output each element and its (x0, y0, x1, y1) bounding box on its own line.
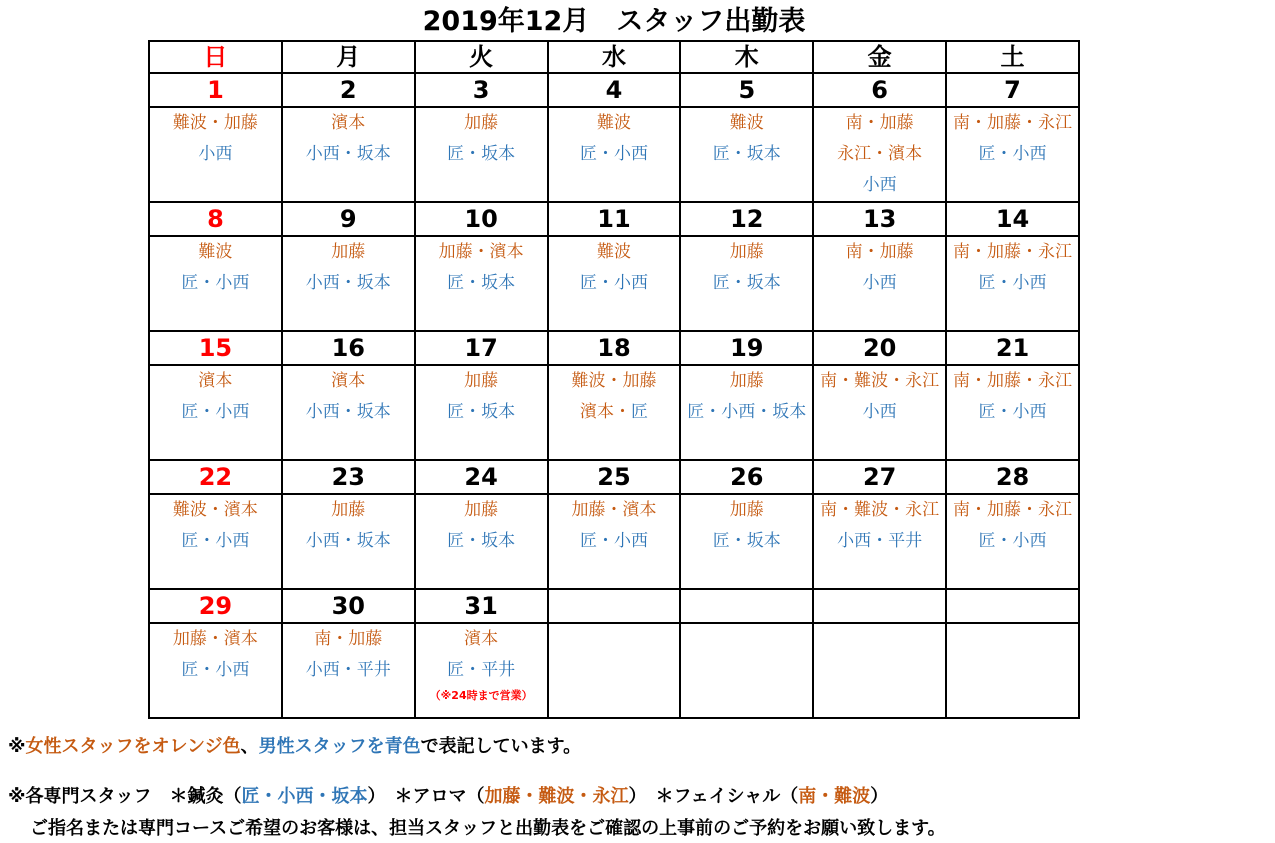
date-cell: 30 (282, 589, 415, 623)
staff-row (149, 623, 1079, 718)
male-staff: 小西・坂本 (305, 531, 391, 551)
date-cell: 13 (813, 202, 946, 236)
female-staff: 加藤 (464, 113, 499, 133)
staff-cell (680, 365, 813, 460)
male-staff: 匠・小西 (181, 531, 250, 551)
female-staff: 難波 (729, 113, 764, 133)
female-staff: 難波・加藤 (172, 113, 258, 133)
staff-cell (282, 494, 415, 589)
staff-cell (415, 494, 548, 589)
staff-cell (149, 107, 282, 202)
male-staff: 匠・小西 (579, 144, 648, 164)
date-row (149, 73, 1079, 107)
male-staff: 匠・坂本 (447, 402, 516, 422)
business-hours-note: （※24時まで営業） (429, 689, 533, 702)
legend-segment: で表記しています。 (420, 736, 582, 757)
staff-cell (548, 365, 681, 460)
date-cell: 26 (680, 460, 813, 494)
date-cell: 28 (946, 460, 1079, 494)
specialists-segment: 匠・小西・坂本 (241, 786, 368, 807)
weekday-header-5: 金 (813, 41, 946, 73)
date-cell (946, 589, 1079, 623)
female-staff: 加藤・濱本 (571, 500, 657, 520)
female-staff: 加藤 (729, 242, 764, 262)
female-staff: 難波・加藤 (571, 371, 657, 391)
date-cell: 18 (548, 331, 681, 365)
staff-cell (946, 494, 1079, 589)
male-staff: 匠・坂本 (712, 144, 781, 164)
female-staff: 難波 (596, 113, 631, 133)
specialists-segment: ※各専門スタッフ ＊鍼灸（ (8, 786, 242, 807)
staff-cell (813, 494, 946, 589)
female-staff: 南・加藤 (845, 242, 914, 262)
specialists-segment: 加藤・難波・永江 (484, 786, 629, 807)
male-staff: 小西 (198, 144, 233, 164)
staff-cell (282, 107, 415, 202)
date-cell: 17 (415, 331, 548, 365)
female-staff: 難波・濱本 (172, 500, 258, 520)
staff-cell (946, 365, 1079, 460)
female-staff: 南・加藤・永江 (953, 500, 1073, 520)
page-title: 2019年12月 スタッフ出勤表 (422, 6, 806, 37)
weekday-header-1: 月 (282, 41, 415, 73)
male-staff: 匠・坂本 (447, 273, 516, 293)
date-cell: 7 (946, 73, 1079, 107)
weekday-header-row (149, 41, 1079, 73)
female-staff: 南・加藤・永江 (953, 113, 1073, 133)
female-staff: 南・加藤・永江 (953, 242, 1073, 262)
color-legend (8, 735, 581, 759)
specialist-staff-note (8, 785, 888, 809)
staff-cell (149, 365, 282, 460)
staff-row (149, 494, 1079, 589)
date-cell: 12 (680, 202, 813, 236)
staff-cell (548, 494, 681, 589)
male-staff: 小西・坂本 (305, 402, 391, 422)
staff-cell (946, 236, 1079, 331)
male-staff: 匠・小西 (579, 531, 648, 551)
specialists-segment: ） (870, 786, 889, 807)
male-staff: 匠・小西 (978, 531, 1047, 551)
weekday-header-0: 日 (149, 41, 282, 73)
specialists-segment: ） ＊アロマ（ (367, 786, 485, 807)
staff-cell (149, 494, 282, 589)
male-staff: 小西 (862, 402, 897, 422)
male-staff: 匠・平井 (447, 660, 516, 680)
date-cell: 4 (548, 73, 681, 107)
male-staff: 匠・小西 (181, 660, 250, 680)
date-cell: 15 (149, 331, 282, 365)
male-staff: 匠 (630, 402, 648, 422)
date-cell: 8 (149, 202, 282, 236)
date-row (149, 202, 1079, 236)
male-staff: 匠・坂本 (447, 531, 516, 551)
date-row (149, 460, 1079, 494)
male-staff: 匠・小西 (978, 402, 1047, 422)
female-staff: 加藤・濱本 (438, 242, 524, 262)
male-staff: 小西・平井 (837, 531, 923, 551)
date-cell: 23 (282, 460, 415, 494)
male-staff: 匠・小西・坂本 (687, 402, 807, 422)
male-staff: 匠・坂本 (712, 531, 781, 551)
staff-cell (680, 623, 813, 718)
staff-cell (415, 365, 548, 460)
female-staff: 難波 (198, 242, 233, 262)
female-staff: 南・加藤 (314, 629, 383, 649)
date-cell: 27 (813, 460, 946, 494)
weekday-header-4: 木 (680, 41, 813, 73)
male-staff: 小西 (862, 175, 897, 195)
male-staff: 小西・平井 (305, 660, 391, 680)
female-staff: 加藤 (729, 500, 764, 520)
date-cell: 9 (282, 202, 415, 236)
legend-segment: 女性スタッフをオレンジ色 (25, 736, 241, 757)
staff-cell (680, 236, 813, 331)
male-staff: 匠・坂本 (712, 273, 781, 293)
mixed-staff (549, 397, 680, 428)
date-cell (680, 589, 813, 623)
reservation-note: ご指名または専門コースご希望のお客様は、担当スタッフと出勤表をご確認の上事前のご予約をお願い致します。 (30, 818, 946, 839)
female-staff: 加藤 (331, 500, 366, 520)
date-cell: 24 (415, 460, 548, 494)
staff-cell (548, 107, 681, 202)
female-staff: 濱本 (464, 629, 499, 649)
date-cell: 29 (149, 589, 282, 623)
staff-row (149, 365, 1079, 460)
staff-row (149, 236, 1079, 331)
date-cell: 2 (282, 73, 415, 107)
weekday-header-3: 水 (548, 41, 681, 73)
staff-cell (415, 236, 548, 331)
weekday-header-2: 火 (415, 41, 548, 73)
male-staff: 匠・小西 (181, 273, 250, 293)
male-staff: 匠・小西 (978, 144, 1047, 164)
date-cell: 16 (282, 331, 415, 365)
date-cell: 3 (415, 73, 548, 107)
female-staff: 加藤 (464, 500, 499, 520)
legend-segment: 男性スタッフを青色 (258, 736, 421, 757)
weekday-header-6: 土 (946, 41, 1079, 73)
staff-cell (149, 236, 282, 331)
date-cell: 11 (548, 202, 681, 236)
staff-cell (415, 623, 548, 718)
staff-cell (680, 494, 813, 589)
date-cell: 10 (415, 202, 548, 236)
female-staff: 加藤・濱本 (172, 629, 258, 649)
staff-cell (813, 623, 946, 718)
female-staff: 加藤 (331, 242, 366, 262)
date-cell: 19 (680, 331, 813, 365)
date-cell: 5 (680, 73, 813, 107)
female-staff: 濱本 (331, 113, 366, 133)
staff-cell (282, 365, 415, 460)
schedule-calendar (148, 40, 1080, 719)
female-staff: 南・加藤 (845, 113, 914, 133)
date-row (149, 589, 1079, 623)
staff-cell (282, 623, 415, 718)
specialists-segment: ） ＊フェイシャル（ (628, 786, 799, 807)
staff-cell (680, 107, 813, 202)
female-staff: 難波 (596, 242, 631, 262)
date-cell: 6 (813, 73, 946, 107)
male-staff: 小西・坂本 (305, 144, 391, 164)
date-cell: 21 (946, 331, 1079, 365)
female-staff: 加藤 (464, 371, 499, 391)
female-staff: 加藤 (729, 371, 764, 391)
female-staff: 永江・濱本 (837, 144, 923, 164)
staff-cell (813, 365, 946, 460)
female-staff: 南・難波・永江 (820, 371, 940, 391)
staff-row (149, 107, 1079, 202)
date-cell: 22 (149, 460, 282, 494)
staff-cell (149, 623, 282, 718)
male-staff: 匠・坂本 (447, 144, 516, 164)
male-staff: 匠・小西 (978, 273, 1047, 293)
male-staff: 匠・小西 (579, 273, 648, 293)
male-staff: 匠・小西 (181, 402, 250, 422)
staff-cell (415, 107, 548, 202)
date-cell: 20 (813, 331, 946, 365)
male-staff: 小西・坂本 (305, 273, 391, 293)
date-cell: 1 (149, 73, 282, 107)
female-staff: 濱本 (331, 371, 366, 391)
date-cell: 31 (415, 589, 548, 623)
staff-cell (946, 107, 1079, 202)
legend-segment: 、 (240, 736, 259, 757)
date-cell (813, 589, 946, 623)
female-staff: 濱本 (198, 371, 233, 391)
female-staff: 濱本・ (579, 402, 631, 422)
female-staff: 南・難波・永江 (820, 500, 940, 520)
legend-segment: ※ (8, 736, 26, 757)
staff-cell (548, 236, 681, 331)
date-cell (548, 589, 681, 623)
specialists-segment: 南・難波 (798, 786, 871, 807)
date-cell: 14 (946, 202, 1079, 236)
staff-cell (282, 236, 415, 331)
staff-cell (813, 107, 946, 202)
female-staff: 南・加藤・永江 (953, 371, 1073, 391)
male-staff: 小西 (862, 273, 897, 293)
date-row (149, 331, 1079, 365)
staff-cell (813, 236, 946, 331)
staff-cell (946, 623, 1079, 718)
date-cell: 25 (548, 460, 681, 494)
staff-cell (548, 623, 681, 718)
